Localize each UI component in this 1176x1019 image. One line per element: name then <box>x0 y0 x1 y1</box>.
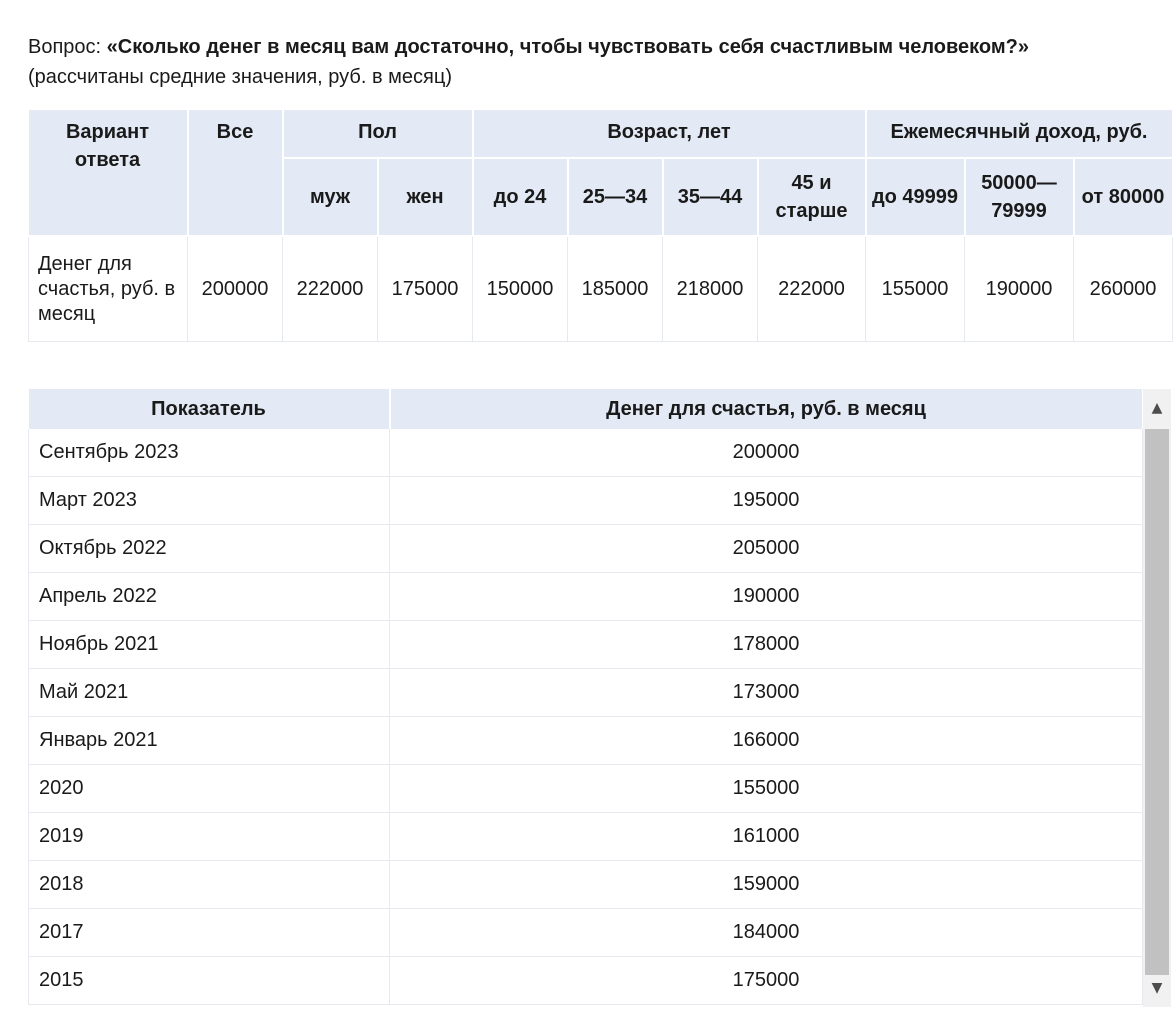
scroll-down-arrow-icon[interactable]: ▼ <box>1151 980 1163 996</box>
header-sex: Пол <box>283 110 473 158</box>
value-income-50000-79999: 190000 <box>965 236 1074 342</box>
header-variant: Вариант ответа <box>29 110 188 236</box>
row-period: Апрель 2022 <box>29 573 390 621</box>
row-period: Март 2023 <box>29 477 390 525</box>
question-prefix: Вопрос: <box>28 36 107 58</box>
history-table <box>28 389 1144 1005</box>
row-period: Январь 2021 <box>29 717 390 765</box>
table-row <box>29 477 1143 525</box>
row-period: Сентябрь 2023 <box>29 429 390 477</box>
subheader-male: муж <box>283 158 378 236</box>
subheader-age-25-34: 25—34 <box>568 158 663 236</box>
table-row <box>29 429 1143 477</box>
row-period: Октябрь 2022 <box>29 525 390 573</box>
summary-table <box>28 110 1174 342</box>
subheader-income-under-49999: до 49999 <box>866 158 965 236</box>
subheader-income-50000-79999: 50000—79999 <box>965 158 1074 236</box>
question-text: «Сколько денег в месяц вам достаточно, чтобы чувствовать себя счастливым человеком?» <box>106 36 1029 58</box>
value-income-under-49999: 155000 <box>866 236 965 342</box>
header-money: Денег для счастья, руб. в месяц <box>390 389 1143 429</box>
row-value: 173000 <box>390 669 1143 717</box>
row-period: Май 2021 <box>29 669 390 717</box>
table-row <box>29 861 1143 909</box>
row-period: 2017 <box>29 909 390 957</box>
table-row <box>29 765 1143 813</box>
table-row <box>29 909 1143 957</box>
row-period: 2020 <box>29 765 390 813</box>
row-value: 159000 <box>390 861 1143 909</box>
value-age-45-plus: 222000 <box>758 236 866 342</box>
row-value: 205000 <box>390 525 1143 573</box>
value-all: 200000 <box>188 236 283 342</box>
vertical-scrollbar[interactable] <box>1143 389 1171 1007</box>
question-note: (рассчитаны средние значения, руб. в месяц) <box>28 66 452 88</box>
value-age-25-34: 185000 <box>568 236 663 342</box>
row-value: 195000 <box>390 477 1143 525</box>
subheader-age-35-44: 35—44 <box>663 158 758 236</box>
subheader-income-80000-plus: от 80000 <box>1074 158 1173 236</box>
row-period: 2018 <box>29 861 390 909</box>
row-value: 184000 <box>390 909 1143 957</box>
row-value: 161000 <box>390 813 1143 861</box>
subheader-age-45-plus: 45 и старше <box>758 158 866 236</box>
row-value: 175000 <box>390 957 1143 1005</box>
table-row <box>29 813 1143 861</box>
value-male: 222000 <box>283 236 378 342</box>
value-income-80000-plus: 260000 <box>1074 236 1173 342</box>
header-income: Ежемесячный доход, руб. <box>866 110 1173 158</box>
scroll-up-arrow-icon[interactable]: ▲ <box>1151 400 1163 416</box>
table-row <box>29 717 1143 765</box>
table-row <box>29 669 1143 717</box>
history-table-container[interactable] <box>28 389 1172 1007</box>
subheader-female: жен <box>378 158 473 236</box>
row-value: 155000 <box>390 765 1143 813</box>
header-all: Все <box>188 110 283 236</box>
header-indicator: Показатель <box>29 389 390 429</box>
value-age-under-24: 150000 <box>473 236 568 342</box>
row-period: 2019 <box>29 813 390 861</box>
table-row <box>29 957 1143 1005</box>
table-row <box>29 573 1143 621</box>
scrollbar-thumb[interactable] <box>1145 429 1169 975</box>
header-age: Возраст, лет <box>473 110 866 158</box>
row-value: 166000 <box>390 717 1143 765</box>
table-row <box>29 525 1143 573</box>
summary-row <box>29 236 1173 342</box>
table-row <box>29 621 1143 669</box>
subheader-age-under-24: до 24 <box>473 158 568 236</box>
row-value: 200000 <box>390 429 1143 477</box>
value-age-35-44: 218000 <box>663 236 758 342</box>
row-period: Ноябрь 2021 <box>29 621 390 669</box>
row-value: 190000 <box>390 573 1143 621</box>
row-period: 2015 <box>29 957 390 1005</box>
question-block <box>28 32 1158 92</box>
row-label: Денег для счастья, руб. в месяц <box>29 236 188 342</box>
value-female: 175000 <box>378 236 473 342</box>
row-value: 178000 <box>390 621 1143 669</box>
